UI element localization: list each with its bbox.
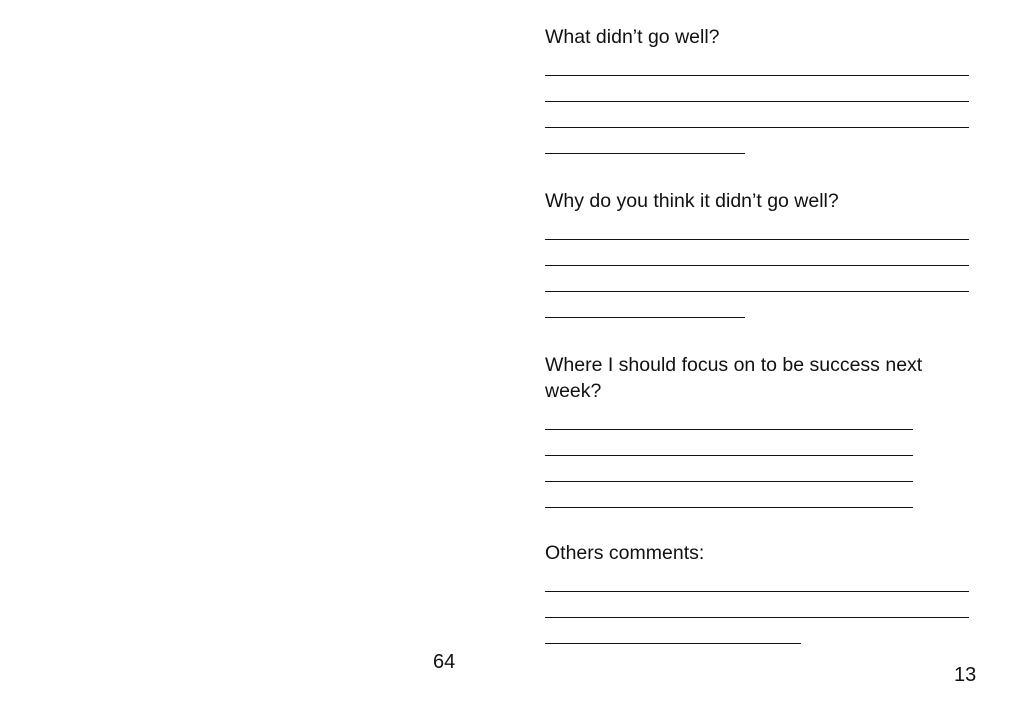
question-where-to-focus: Where I should focus on to be success next week? <box>545 354 923 402</box>
section-other-comments <box>545 540 985 644</box>
answer-lines[interactable] <box>545 404 985 508</box>
reflection-form <box>545 24 985 644</box>
answer-line[interactable] <box>545 128 745 154</box>
question-what-didnt-go-well: What didn’t go well? <box>545 26 720 48</box>
answer-lines[interactable] <box>545 214 985 318</box>
answer-line[interactable] <box>545 566 969 592</box>
answer-line[interactable] <box>545 592 969 618</box>
section-spacer <box>545 508 985 540</box>
answer-line[interactable] <box>545 618 801 644</box>
answer-line[interactable] <box>545 292 745 318</box>
section-spacer <box>545 318 985 352</box>
right-page <box>511 0 1023 708</box>
left-page <box>0 0 511 708</box>
answer-line[interactable] <box>545 456 913 482</box>
section-spacer <box>545 154 985 188</box>
answer-line[interactable] <box>545 50 969 76</box>
answer-line[interactable] <box>545 76 969 102</box>
answer-line[interactable] <box>545 102 969 128</box>
answer-line[interactable] <box>545 240 969 266</box>
answer-line[interactable] <box>545 482 913 508</box>
section-where-to-focus <box>545 352 985 508</box>
question-other-comments: Others comments: <box>545 542 705 564</box>
section-why-didnt-go-well <box>545 188 985 318</box>
answer-line[interactable] <box>545 430 913 456</box>
answer-line[interactable] <box>545 404 913 430</box>
question-why-didnt-go-well: Why do you think it didn’t go well? <box>545 190 839 212</box>
answer-line[interactable] <box>545 214 969 240</box>
answer-lines[interactable] <box>545 50 985 154</box>
page-number-left: 64 <box>433 651 456 673</box>
section-what-didnt-go-well <box>545 24 985 154</box>
page-number-right: 13 <box>954 664 977 686</box>
answer-line[interactable] <box>545 266 969 292</box>
answer-lines[interactable] <box>545 566 985 644</box>
